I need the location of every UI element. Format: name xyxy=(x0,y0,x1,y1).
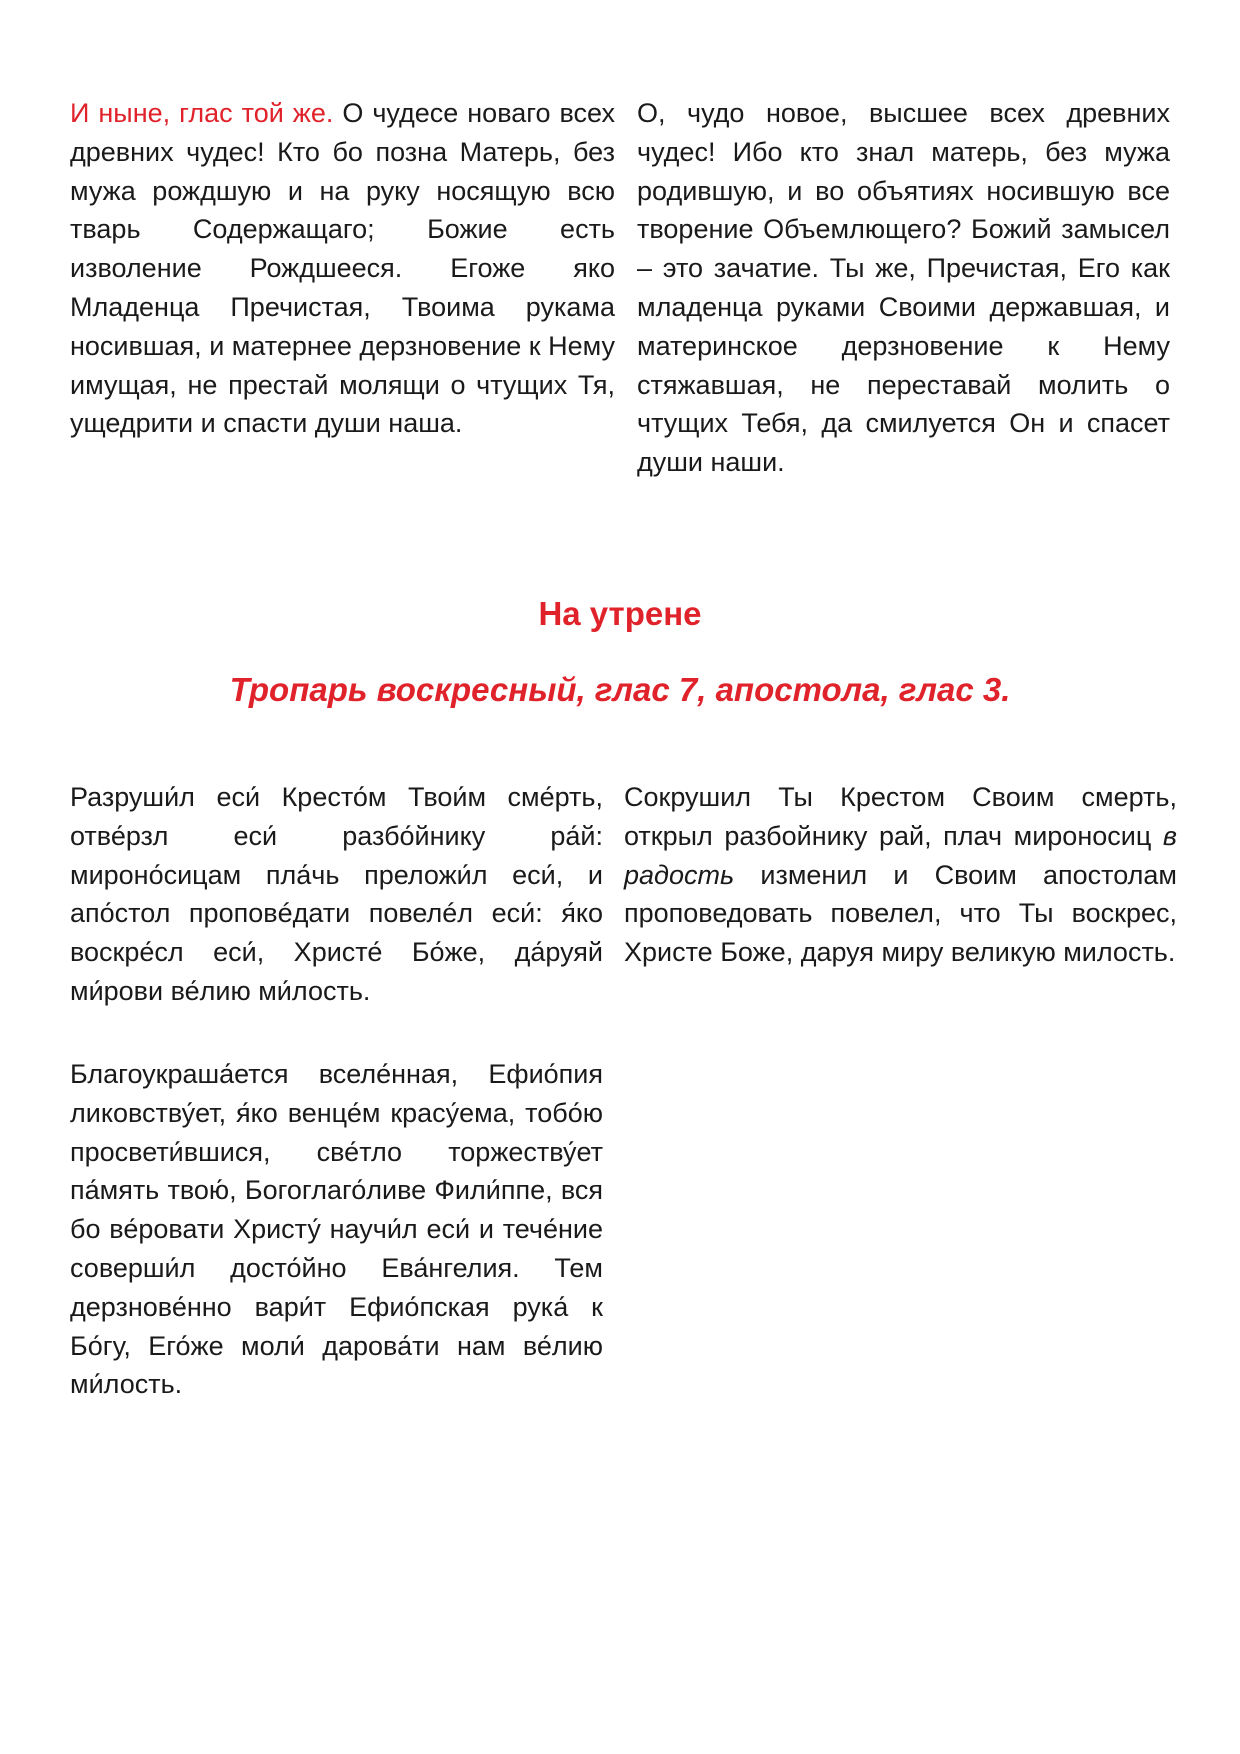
apostle-troparion-slavonic: Благоукраша́ется вселе́нная, Ефио́пия ликовству́ет, я́ко венце́м красу́ема, тобо́ю просвети́вшися, све́тло торжеству́ет па́мять твою́, Богоглаго́ливе Фили́ппе, вся бо ве́ровати Христу́ научи́л еси́ и тече́ние соверши́л досто́йно Ева́нгелия. Тем дерзнове́нно вари́т Ефио́пская рука́ к Бо́гу, Его́же моли́ дарова́ти нам ве́лию ми́лость. xyxy=(70,1059,603,1400)
section-subtitle: Тропарь воскресный, глас 7, апостола, глас 3. xyxy=(229,671,1011,708)
emphasized-phrase: в радость xyxy=(624,820,1177,890)
russian-text-part-1: Сокрушил Ты Крестом Своим смерть, открыл разбойнику рай, плач мироносиц xyxy=(624,782,1177,851)
troparion-slavonic-body: О чудесе новаго всех древних чудес! Кто бо позна Матерь, без мужа рождшую и на руку носящую всю тварь Содержащаго; Божие есть изволение Рождшееся. Егоже яко Младенца Пречистая, Твоима рукама носившая, и матернее дерзновение к Нему имущая, не престай молящи о чтущих Тя, ущедрити и спасти души наша. xyxy=(70,98,615,439)
section-title: На утрене xyxy=(538,595,702,632)
tone-label: И ныне, глас той же. xyxy=(70,98,334,128)
russian-text-part-2: изменил и Своим апостолам проповедовать повелел, что Ты воскрес, Христе Боже, даруя миру великую милость. xyxy=(624,859,1177,968)
resurrection-troparion-slavonic: Разруши́л еси́ Кресто́м Твои́м сме́рть, отве́рзл еси́ разбо́йнику ра́й: мироно́сицам пла́чь преложи́л еси́, и апо́стол проповéдати повелéл еси́: я́ко воскре́сл еси́, Христе́ Бо́же, да́руяй ми́рови ве́лию ми́лость. xyxy=(70,782,603,1006)
resurrection-troparion-russian xyxy=(624,778,1177,972)
troparion-slavonic-text xyxy=(70,94,615,443)
troparion-russian-text: О, чудо новое, высшее всех древних чудес! Ибо кто знал матерь, без мужа родившую, и во объятиях носившую все творение Объемлющего? Божий замысел – это зачатие. Ты же, Пречистая, Его как младенца руками Своими державшая, и материнское дерзновение к Нему стяжавшая, не переставай молить о чтущих Тебя, да смилуется Он и спасет души наши. xyxy=(637,98,1170,478)
